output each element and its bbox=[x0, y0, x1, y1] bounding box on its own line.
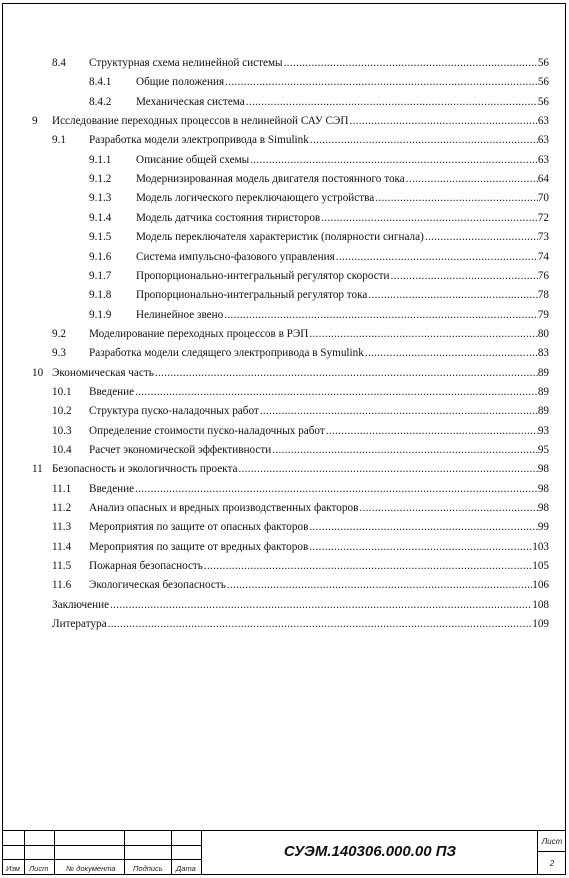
toc-dot-leader bbox=[374, 191, 538, 205]
stamp-col-izm: Изм bbox=[6, 864, 20, 873]
toc-dot-leader bbox=[320, 211, 538, 225]
toc-dot-leader bbox=[325, 424, 538, 438]
toc-entry-page: 73 bbox=[537, 231, 549, 244]
toc-entry-page: 70 bbox=[537, 192, 549, 205]
toc-entry bbox=[52, 322, 549, 341]
toc-entry-title: Пропорционально-интегральный регулятор тока bbox=[136, 289, 368, 302]
toc-entry-number: 9 bbox=[32, 115, 38, 128]
toc-entry bbox=[89, 245, 549, 264]
toc-entry-title: Структурная схема нелинейной системы bbox=[89, 57, 283, 69]
toc-dot-leader bbox=[283, 56, 538, 70]
toc-entry-page: 80 bbox=[537, 327, 549, 340]
toc-entry-number: 8.4.1 bbox=[89, 76, 112, 89]
sheet-number: 2 bbox=[549, 859, 555, 868]
toc-dot-leader bbox=[223, 308, 538, 322]
toc-dot-leader bbox=[271, 443, 538, 457]
toc-entry-page: 93 bbox=[537, 424, 549, 437]
toc-entry-page: 89 bbox=[537, 405, 549, 418]
toc-dot-leader bbox=[335, 250, 538, 264]
toc-entry-number: 9.1.3 bbox=[89, 192, 112, 205]
toc-entry-number: 11.3 bbox=[52, 521, 72, 534]
toc-entry bbox=[52, 399, 549, 418]
toc-dot-leader bbox=[308, 540, 532, 554]
toc-entry-title: Разработка модели следящего электропривода в Symulink bbox=[89, 347, 364, 360]
toc-entry bbox=[52, 593, 549, 612]
toc-entry-title: Экономическая часть bbox=[52, 366, 154, 379]
toc-entry-number: 9.1.2 bbox=[89, 173, 112, 186]
toc-entry-number: 9.2 bbox=[52, 327, 66, 340]
toc-entry-title: Мероприятия по защите от вредных факторов bbox=[89, 540, 309, 553]
toc-entry-page: 63 bbox=[537, 134, 549, 147]
stamp-col-date: Дата bbox=[176, 864, 196, 873]
toc-entry-page: 89 bbox=[537, 385, 549, 398]
toc-entry-page: 105 bbox=[532, 560, 549, 573]
document-designation: СУЭМ.140306.000.00 ПЗ bbox=[283, 843, 457, 860]
toc-entry bbox=[52, 515, 549, 534]
toc-entry-number: 11.1 bbox=[52, 482, 72, 495]
toc-entry-title: Нелинейное звено bbox=[136, 308, 224, 321]
toc-entry-page: 103 bbox=[532, 540, 549, 553]
toc-entry bbox=[52, 438, 549, 457]
toc-entry-number: 10.2 bbox=[52, 405, 72, 418]
toc-entry-page: 98 bbox=[537, 482, 549, 495]
toc-entry-number: 9.1.8 bbox=[89, 289, 112, 302]
toc-entry bbox=[52, 341, 549, 360]
toc-entry-number: 11 bbox=[32, 463, 43, 476]
toc-entry-page: 106 bbox=[532, 579, 549, 592]
toc-dot-leader bbox=[348, 114, 537, 128]
toc-dot-leader bbox=[107, 617, 533, 631]
toc-entry bbox=[89, 70, 549, 89]
toc-dot-leader bbox=[134, 482, 538, 496]
toc-entry-title: Модернизированная модель двигателя постоянного тока bbox=[136, 173, 405, 186]
toc-entry-number: 9.1.7 bbox=[89, 269, 112, 282]
toc-entry-page: 98 bbox=[537, 463, 549, 476]
toc-entry-number: 8.4.2 bbox=[89, 95, 112, 108]
toc-entry-title: Заключение bbox=[52, 598, 110, 611]
toc-entry-page: 89 bbox=[537, 366, 549, 379]
toc-entry bbox=[52, 51, 549, 70]
toc-entry bbox=[89, 186, 549, 205]
toc-entry bbox=[52, 380, 549, 399]
toc-entry-number: 10.1 bbox=[52, 385, 72, 398]
toc-entry-number: 9.1 bbox=[52, 134, 66, 147]
toc-entry bbox=[32, 361, 549, 380]
toc-entry-title: Моделирование переходных процессов в РЭП bbox=[89, 327, 309, 340]
toc-dot-leader bbox=[358, 501, 537, 515]
toc-entry-page: 76 bbox=[537, 269, 549, 282]
toc-dot-leader bbox=[224, 75, 538, 89]
toc-entry-title: Расчет экономической эффективности bbox=[89, 444, 272, 456]
toc-entry-title: Модель логического переключающего устройства bbox=[136, 192, 375, 205]
toc-entry bbox=[89, 264, 549, 283]
toc-entry bbox=[52, 554, 549, 573]
toc-dot-leader bbox=[308, 327, 537, 341]
toc-dot-leader bbox=[308, 520, 537, 534]
toc-entry-number: 11.2 bbox=[52, 502, 72, 515]
toc-entry bbox=[52, 612, 549, 631]
toc-entry-page: 99 bbox=[537, 521, 549, 534]
toc-entry-page: 78 bbox=[537, 289, 549, 302]
toc-entry-page: 98 bbox=[537, 502, 549, 515]
toc-entry-number: 9.1.4 bbox=[89, 211, 112, 224]
toc-entry bbox=[52, 573, 549, 592]
toc-entry-title: Общие положения bbox=[136, 76, 225, 89]
toc-entry-title: Анализ опасных и вредных производственных факторов bbox=[89, 502, 359, 515]
toc-entry-title: Механическая система bbox=[136, 95, 245, 108]
toc-dot-leader bbox=[390, 269, 538, 283]
sheet-label: Лист bbox=[541, 837, 563, 846]
toc-entry-number: 11.5 bbox=[52, 560, 72, 573]
toc-entry bbox=[89, 206, 549, 225]
toc-entry bbox=[89, 303, 549, 322]
stamp-col-doc-number: № документа bbox=[66, 864, 116, 873]
toc-entry-number: 9.1.9 bbox=[89, 308, 112, 321]
title-block bbox=[2, 830, 566, 875]
toc-entry-number: 9.1.5 bbox=[89, 231, 112, 244]
toc-entry-number: 9.1.1 bbox=[89, 153, 112, 166]
toc-entry-number: 11.4 bbox=[52, 540, 72, 553]
toc-entry-page: 56 bbox=[537, 95, 549, 108]
toc-entry bbox=[89, 90, 549, 109]
toc-entry bbox=[52, 535, 549, 554]
toc-entry bbox=[89, 225, 549, 244]
toc-entry bbox=[32, 457, 549, 476]
toc-entry-number: 8.4 bbox=[52, 57, 66, 69]
toc-entry-title: Безопасность и экологичность проекта bbox=[52, 463, 238, 476]
toc-entry bbox=[32, 109, 549, 128]
toc-entry-page: 63 bbox=[537, 153, 549, 166]
toc-entry-number: 10.3 bbox=[52, 424, 72, 437]
toc-entry bbox=[89, 148, 549, 167]
toc-dot-leader bbox=[424, 230, 538, 244]
toc-entry-page: 56 bbox=[537, 57, 549, 69]
stamp-col-list: Лист bbox=[29, 864, 49, 873]
toc-dot-leader bbox=[226, 578, 532, 592]
toc-dot-leader bbox=[154, 366, 538, 380]
toc-entry-page: 56 bbox=[537, 76, 549, 89]
toc-dot-leader bbox=[134, 385, 538, 399]
toc-entry bbox=[52, 419, 549, 438]
toc-entry-title: Система импульсно-фазового управления bbox=[136, 250, 335, 263]
toc-entry-number: 9.1.6 bbox=[89, 250, 112, 263]
toc-entry-number: 10 bbox=[32, 366, 44, 379]
toc-entry-title: Модель датчика состояния тиристоров bbox=[136, 211, 321, 224]
toc-entry-title: Структура пуско-наладочных работ bbox=[89, 405, 259, 418]
toc-entry bbox=[89, 167, 549, 186]
toc-entry-page: 83 bbox=[537, 347, 549, 360]
toc-dot-leader bbox=[249, 153, 538, 167]
toc-entry-title: Пожарная безопасность bbox=[89, 560, 203, 573]
toc-dot-leader bbox=[245, 95, 538, 109]
toc-entry-title: Литература bbox=[52, 618, 107, 631]
toc-entry-page: 79 bbox=[537, 308, 549, 321]
toc-entry-page: 63 bbox=[537, 115, 549, 128]
toc-dot-leader bbox=[309, 133, 538, 147]
toc-entry-page: 108 bbox=[532, 598, 549, 611]
toc-entry-page: 74 bbox=[537, 250, 549, 263]
toc-entry-title: Разработка модели электропривода в Simulink bbox=[89, 134, 309, 147]
toc-dot-leader bbox=[203, 559, 532, 573]
toc-entry-title: Мероприятия по защите от опасных факторов bbox=[89, 521, 309, 534]
toc-dot-leader bbox=[109, 598, 532, 612]
toc-entry-page: 72 bbox=[537, 211, 549, 224]
toc-entry bbox=[52, 477, 549, 496]
toc-entry bbox=[89, 283, 549, 302]
toc-dot-leader bbox=[237, 462, 537, 476]
toc-entry bbox=[52, 496, 549, 515]
toc-entry-title: Определение стоимости пуско-наладочных работ bbox=[89, 424, 325, 437]
toc-dot-leader bbox=[259, 404, 538, 418]
toc-entry bbox=[52, 128, 549, 147]
toc-entry-title: Исследование переходных процессов в нелинейной САУ СЭП bbox=[52, 115, 349, 128]
toc-entry-number: 10.4 bbox=[52, 444, 72, 456]
toc-dot-leader bbox=[364, 346, 538, 360]
toc-entry-title: Описание общей схемы bbox=[136, 153, 250, 166]
stamp-col-signature: Подпись bbox=[133, 864, 163, 873]
toc-entry-page: 95 bbox=[537, 444, 549, 456]
toc-entry-title: Введение bbox=[89, 385, 135, 398]
toc-entry-page: 109 bbox=[532, 618, 549, 631]
toc-dot-leader bbox=[405, 172, 538, 186]
toc-entry-title: Введение bbox=[89, 482, 135, 495]
toc-entry-number: 11.6 bbox=[52, 579, 72, 592]
toc-entry-number: 9.3 bbox=[52, 347, 66, 360]
toc-entry-title: Экологическая безопасность bbox=[89, 579, 226, 592]
toc-entry-title: Пропорционально-интегральный регулятор скорости bbox=[136, 269, 390, 282]
toc-entry-page: 64 bbox=[537, 173, 549, 186]
toc-dot-leader bbox=[367, 288, 537, 302]
toc-entry-title: Модель переключателя характеристик (полярности сигнала) bbox=[136, 231, 424, 244]
